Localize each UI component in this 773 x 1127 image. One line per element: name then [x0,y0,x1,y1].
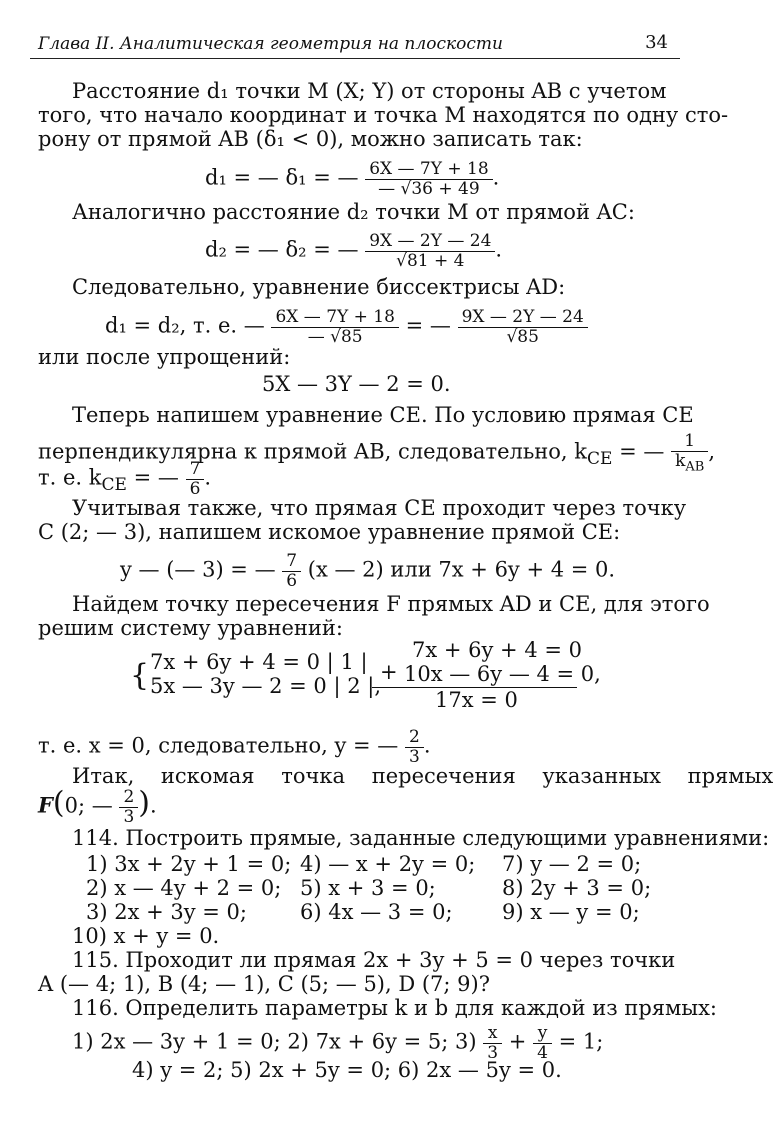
text-line: рону от прямой AB (δ₁ < 0), можно записать так: [38,127,583,151]
formula-bisector [105,308,588,346]
fraction [271,308,398,346]
text-line: Учитывая также, что прямая CE проходит через точку [72,496,687,520]
denominator: — √85 [307,326,363,347]
denominator: 6 [286,570,298,591]
text-line-result: т. е. x = 0, следовательно, y = — $\frac{2}{3}$ . [38,727,431,767]
chapter-title: Глава II. Аналитическая геометрия на плоскости [38,34,503,54]
denominator: √81 + 4 [396,250,465,271]
exercise-115: 115. Проходит ли прямая 2x + 3y + 5 = 0 через точки [72,948,676,972]
eq-item: 8) 2y + 3 = 0; [502,876,652,900]
fraction [365,160,492,198]
text-line: C (2; — 3), напишем искомое уравнение прямой CE: [38,520,621,544]
denominator: 3 [123,806,135,827]
page-header [30,32,680,59]
formula-text: = 1; [558,1029,604,1054]
plus-sign: + [380,660,398,684]
exercise-116: 116. Определить параметры k и b для каждой из прямых: [72,996,718,1020]
denominator-var: k [675,450,686,471]
formula-line: 5X — 3Y — 2 = 0. [262,372,451,396]
text-line-kce: т. е. $k_{CE}$ = — $\frac{7}{6}$ . [38,459,212,499]
text-line: решим систему уравнений: [38,616,343,640]
formula-text: = — [133,465,179,490]
formula-text: (x — 2) или 7x + 6y + 4 = 0. [307,557,616,582]
fraction [365,232,495,270]
numerator: x [483,1024,502,1044]
formula-d2: d₂ = — δ₂ = — $\frac{9X — 2Y — 24}{√81 + 4}$ . [205,231,503,271]
numerator: 6X — 7Y + 18 [365,160,492,180]
exercise-116-items-a [72,1024,603,1062]
numerator: 7 [186,460,205,480]
sum-eq-1: 7x + 6y + 4 = 0 [412,638,582,662]
eq-item: 4) — x + 2y = 0; [300,852,476,876]
eq-item: 10) x + y = 0. [72,924,220,948]
text-line-slope: перпендикулярна к прямой AB, следовательно, $k_{CE}$ = — $\frac{1}{k_{AB}}$ , [38,431,716,475]
multiplier: 2 [347,674,361,698]
brace: { [130,658,150,693]
subscript: CE [586,448,613,469]
equation: 5x — 3y — 2 = 0 [150,674,327,698]
point-f: F(0; — $\frac{2}{3}$ ). [38,785,157,827]
numerator: 2 [119,788,138,808]
formula-text: 1) 2x — 3y + 1 = 0; 2) 7x + 6y = 5; 3) [72,1029,477,1054]
sum-result: 17x = 0 [435,688,518,712]
eq-item: 9) x — y = 0; [502,900,640,924]
formula-ce [120,552,615,590]
system-eq-1: 7x + 6y + 4 = 0 | 1 | [150,650,368,674]
formula-text: т. е. x = 0, следовательно, y = — [38,733,399,758]
formula-text: y — (— 3) = — [120,557,276,582]
exercise-116-items-b: 4) y = 2; 5) 2x + 5y = 0; 6) 2x — 5y = 0. [132,1058,562,1082]
denominator [671,452,708,475]
point-label: F [38,792,53,818]
text-line: Аналогично расстояние d₂ точки M от прямой AC: [72,200,635,224]
formula-d1: d₁ = — δ₁ = — $\frac{6X — 7Y + 18}{— √36 + 49}$ . [205,159,500,199]
fraction [458,308,588,346]
page-number: 34 [645,32,668,53]
fraction [533,1024,552,1062]
eq-item: 1) 3x + 2y + 1 = 0; [86,852,292,876]
eq-item: 6) 4x — 3 = 0; [300,900,453,924]
denominator: √85 [506,326,539,347]
numerator: y [533,1024,552,1044]
formula-text: d₁ = — δ₁ = — [205,165,359,190]
numerator: 2 [405,728,424,748]
text-line: Теперь напишем уравнение CE. По условию прямая CE [72,403,694,427]
fraction [186,460,205,498]
formula-text: + [508,1029,527,1054]
fraction [671,432,708,474]
numerator: 7 [282,552,301,572]
text-line: того, что начало координат и точка M находятся по одну сто- [38,103,729,127]
formula-text: 0; — [64,793,113,818]
eq-item: 5) x + 3 = 0; [300,876,436,900]
eq-item: 7) y — 2 = 0; [502,852,642,876]
text-line: A (— 4; 1), B (4; — 1), C (5; — 5), D (7; 9)? [38,972,490,996]
text-fragment: перпендикулярна к прямой AB, следовательно, k [38,439,587,464]
denominator: 3 [487,1042,499,1063]
fraction [119,788,138,826]
text-line: Найдем точку пересечения F прямых AD и CE, для этого [72,592,710,616]
formula-text: d₁ = d₂, т. е. — [105,313,265,338]
sum-eq-2: 10x — 6y — 4 = 0, [404,662,601,686]
eq-item: 2) x — 4y + 2 = 0; [86,876,282,900]
text-line: Следовательно, уравнение биссектрисы AD: [72,275,566,299]
subscript: CE [101,474,127,495]
numerator: 1 [671,432,708,452]
numerator: 9X — 2Y — 24 [458,308,588,328]
denominator: 4 [537,1042,548,1063]
fraction [483,1024,502,1062]
text-line: Расстояние d₁ точки M (X; Y) от стороны AB с учетом [72,79,667,103]
formula-text: = — [619,439,665,464]
denominator: — √36 + 49 [378,178,480,199]
text-fragment: т. е. k [38,465,102,490]
system-eq-2: 5x — 3y — 2 = 0 | 2 |, [150,674,382,698]
formula-text: = — [405,313,451,338]
numerator: 9X — 2Y — 24 [365,232,495,252]
numerator: 6X — 7Y + 18 [271,308,398,328]
text-line: Итак, искомая точка пересечения указанных прямых [72,764,773,788]
denominator: 6 [189,478,201,499]
eq-item: 3) 2x + 3y = 0; [86,900,247,924]
subscript: AB [685,459,705,475]
fraction [282,552,301,590]
formula-text: d₂ = — δ₂ = — [205,237,359,262]
equation: 7x + 6y + 4 = 0 [150,650,320,674]
denominator: 3 [409,746,420,767]
exercise-114: 114. Построить прямые, заданные следующими уравнениями: [72,826,770,850]
multiplier: 1 [340,650,354,674]
text-line: или после упрощений: [38,345,291,369]
fraction [405,728,424,766]
